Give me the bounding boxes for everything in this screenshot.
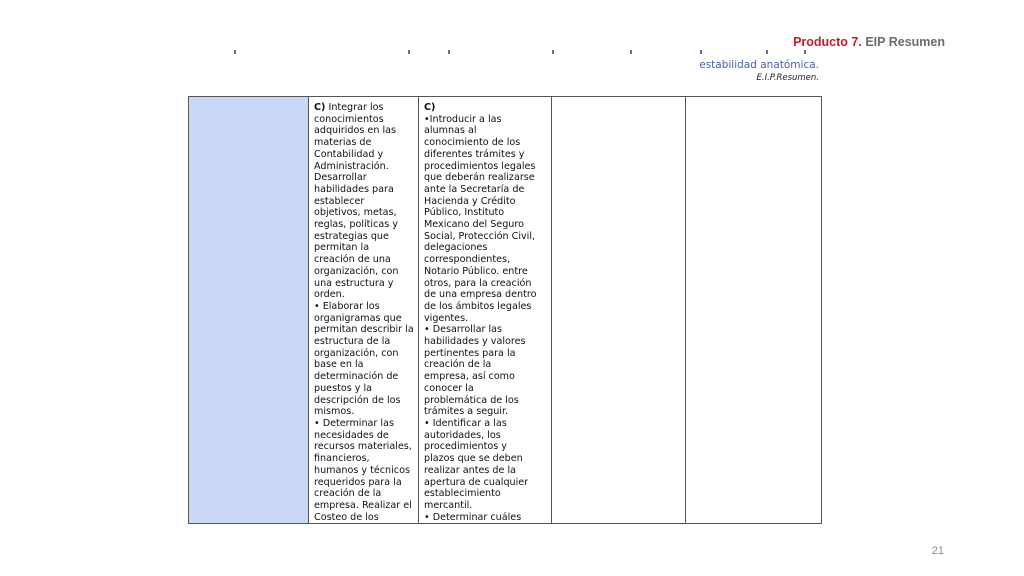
table-column-objectives xyxy=(309,97,419,523)
table-cell xyxy=(419,97,551,523)
table-column-highlight xyxy=(189,97,309,523)
clipped-text-line xyxy=(232,50,822,56)
product-title: EIP Resumen xyxy=(865,35,945,49)
content-table xyxy=(188,96,822,524)
table-column-empty xyxy=(686,97,821,523)
cell-body: •Introducir a las alumnas al conocimiento de los diferentes trámites y procedimientos legales que deberán realizarse ante la Secretaría de Hacienda y Crédito Público, Instituto Mexicano del Seguro Social, Protección Civil, delegaciones correspondientes, Notario Público. entre otros, para la creación de una empresa dentro de los ámbitos legales vigentes. • Desarrollar las habilidades y valores pertinentes para la creación de la empresa, así como conocer la problemática de los trámites a seguir. • Identificar a las autoridades, los procedimientos y plazos que se deben realizar antes de la apertura de cualquier establecimiento mercantil. • Determinar cuáles xyxy=(424,113,537,523)
slide-header xyxy=(793,35,945,49)
table-column-empty xyxy=(552,97,686,523)
table-cell xyxy=(309,97,418,523)
cell-body: Integrar los conocimientos adquiridos en las materias de Contabilidad y Administración. Desarrollar habilidades para establecer objetivos, metas, reglas, políticas y estrategias que permitan la creación de una organización, con una estructura y orden. • Elaborar los organigramas que permitan describir la estructura de la organización, con base en la determinación de puestos y la descripción de los mismos. • Determinar las necesidades de recursos materiales, financieros, humanos y técnicos requeridos para la creación de la empresa. Realizar el Costeo de los xyxy=(314,102,414,523)
cell-letter: C) xyxy=(314,102,326,113)
partial-text-line: estabilidad anatómica. xyxy=(699,59,819,71)
table-column-legal xyxy=(419,97,552,523)
product-label: Producto 7. xyxy=(793,35,862,49)
cell-letter: C) xyxy=(424,102,436,113)
page-number: 21 xyxy=(931,545,944,557)
source-note: E.I.P.Resumen. xyxy=(756,73,819,83)
